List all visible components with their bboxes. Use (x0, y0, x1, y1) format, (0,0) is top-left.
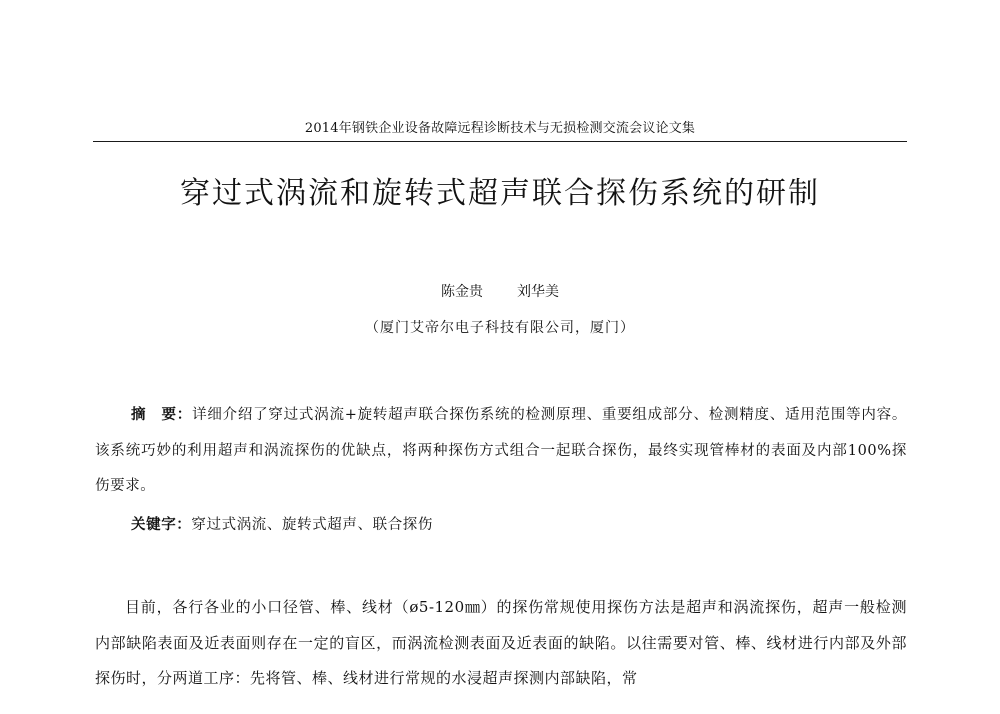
running-header: 2014年钢铁企业设备故障远程诊断技术与无损检测交流会议论文集 (304, 121, 696, 136)
authors (0, 282, 1000, 302)
abstract-text: 详细介绍了穿过式涡流+旋转超声联合探伤系统的检测原理、重要组成部分、检测精度、适用范围等内容。该系统巧妙的利用超声和涡流探伤的优缺点，将两种探伤方式组合一起联合探伤，最终实现管棒材的表面及内部100%探伤要求。 (95, 407, 907, 494)
keywords-label: 关键字： (131, 517, 192, 533)
keywords (95, 512, 907, 538)
paper-title: 穿过式涡流和旋转式超声联合探伤系统的研制 (180, 176, 820, 211)
abstract-label: 摘 要： (131, 407, 193, 423)
body-paragraph: 目前，各行各业的小口径管、棒、线材（ø5-120㎜）的探伤常规使用探伤方法是超声和涡流探伤，超声一般检测内部缺陷表面及近表面则存在一定的盲区，而涡流检测表面及近表面的缺陷。以往需要对管、棒、线材进行内部及外部探伤时，分两道工序：先将管、棒、线材进行常规的水浸超声探测内部缺陷，常 (95, 598, 907, 687)
affiliation: （厦门艾帝尔电子科技有限公司，厦门） (365, 320, 635, 336)
header-rule (93, 141, 907, 142)
keywords-text: 穿过式涡流、旋转式超声、联合探伤 (191, 517, 434, 533)
author-name: 陈金贵 (441, 284, 483, 300)
author-name: 刘华美 (517, 284, 559, 300)
abstract (95, 398, 907, 505)
